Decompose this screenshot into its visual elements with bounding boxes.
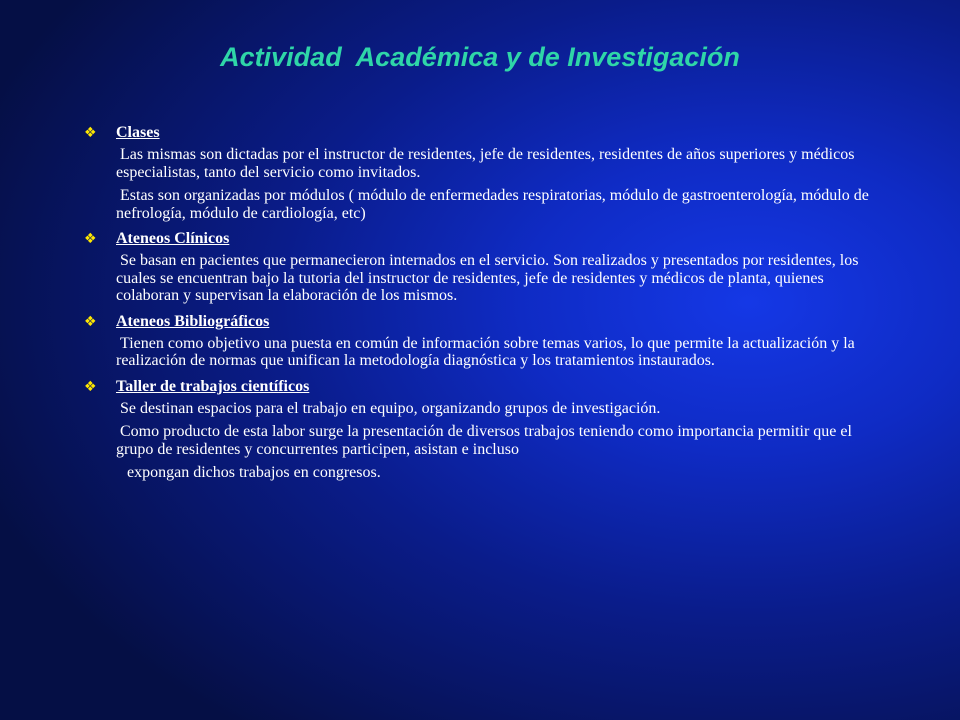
section-paragraph: Tienen como objetivo una puesta en común de información sobre temas varios, lo que permite la actualización y la realización de normas que unifican la metodología diagnóstica y los tratamientos instaurados. [116, 334, 855, 369]
section-heading: Clases [116, 124, 160, 141]
section-heading-row [84, 311, 874, 333]
diamond-clover-bullet-icon: ❖ [84, 313, 97, 330]
section-heading: Taller de trabajos científicos [116, 377, 310, 395]
section-paragraph: expongan dichos trabajos en congresos. [127, 464, 381, 481]
section-ateneos-clinicos [84, 228, 874, 305]
slide-title: Actividad Académica y de Investigación [220, 42, 740, 72]
section-ateneos-bibliograficos [84, 311, 874, 370]
diamond-clover-bullet-icon: ❖ [84, 125, 97, 141]
section-paragraph: Se basan en pacientes que permanecieron internados en el servicio. Son realizados y presentados por residentes, los cuales se encuentran bajo la tutoria del instructor de residentes, jefe de residentes y médicos de planta, quienes colaboran y supervisan la elaboración de los mismos. [116, 252, 859, 304]
section-paragraph: Como producto de esta labor surge la presentación de diversos trabajos teniendo como importancia permitir que el grupo de residentes y concurrentes participen, asistan e incluso [116, 423, 852, 458]
diamond-clover-bullet-icon: ❖ [84, 378, 97, 395]
section-paragraph: Estas son organizadas por módulos ( módulo de enfermedades respiratorias, módulo de gastroenterología, módulo de nefrología, módulo de cardiología, etc) [116, 187, 869, 222]
section-paragraph: Se destinan espacios para el trabajo en equipo, organizando grupos de investigación. [120, 399, 661, 417]
diamond-clover-bullet-icon: ❖ [84, 231, 97, 247]
slide-content [84, 122, 874, 488]
section-heading-row [84, 228, 874, 250]
section-heading: Ateneos Clínicos [116, 230, 230, 247]
section-heading-row [84, 376, 874, 398]
section-clases [84, 122, 874, 222]
section-taller [84, 376, 874, 482]
section-paragraph: Las mismas son dictadas por el instructor de residentes, jefe de residentes, residentes de años superiores y médicos especialistas, tanto del servicio como invitados. [116, 146, 855, 181]
section-heading: Ateneos Bibliográficos [116, 312, 270, 330]
section-heading-row [84, 122, 874, 144]
